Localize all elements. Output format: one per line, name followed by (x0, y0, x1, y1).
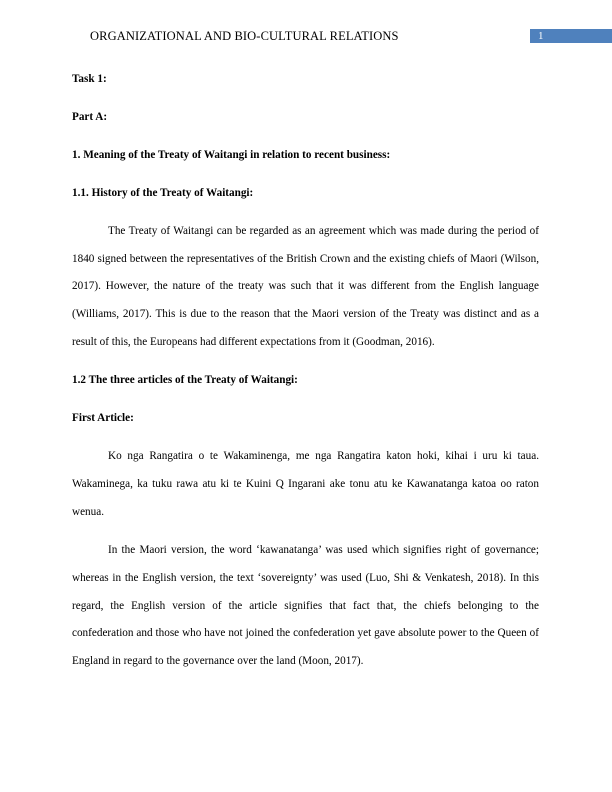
task-heading: Task 1: (72, 73, 107, 85)
page-number: 1 (538, 30, 544, 42)
analysis-paragraph: In the Maori version, the word ‘kawanatanga’ was used which signifies right of governance; whereas in the English version, the text ‘sovereignty’ was used (Luo, Shi & Venkatesh, 2018). In this regard, the English version of the article signifies that fact that, the chiefs belonging to the confederation and those who have not joined the confederation yet gave absolute power to the Queen of England in regard to the governance over the land (Moon, 2017). (72, 543, 539, 668)
history-paragraph: The Treaty of Waitangi can be regarded as an agreement which was made during the period of 1840 signed between the representatives of the British Crown and the existing chiefs of Maori (Wilson, 2017). However, the nature of the treaty was such that it was different from the English language (Williams, 2017). This is due to the reason that the Maori version of the Treaty was distinct and as a result of this, the Europeans had different expectations from it (Goodman, 2016). (72, 224, 539, 349)
first-article-heading: First Article: (72, 412, 134, 425)
page-number-box (530, 29, 612, 43)
section-heading: 1. Meaning of the Treaty of Waitangi in relation to recent business: (72, 148, 391, 161)
part-heading: Part A: (72, 110, 108, 123)
history-subheading: 1.1. History of the Treaty of Waitangi: (72, 186, 254, 199)
document-body (72, 66, 539, 686)
maori-quote-paragraph: Ko nga Rangatira o te Wakaminenga, me nga Rangatira katon hoki, kihai i uru ki taua. Wakaminega, ka tuku rawa atu ki te Kuini Q Ingarani ake tonu atu ke Kawanatanga katoa oo raton wenua. (72, 449, 539, 518)
running-head: ORGANIZATIONAL AND BIO-CULTURAL RELATIONS (90, 29, 399, 43)
articles-subheading: 1.2 The three articles of the Treaty of Waitangi: (72, 374, 298, 387)
